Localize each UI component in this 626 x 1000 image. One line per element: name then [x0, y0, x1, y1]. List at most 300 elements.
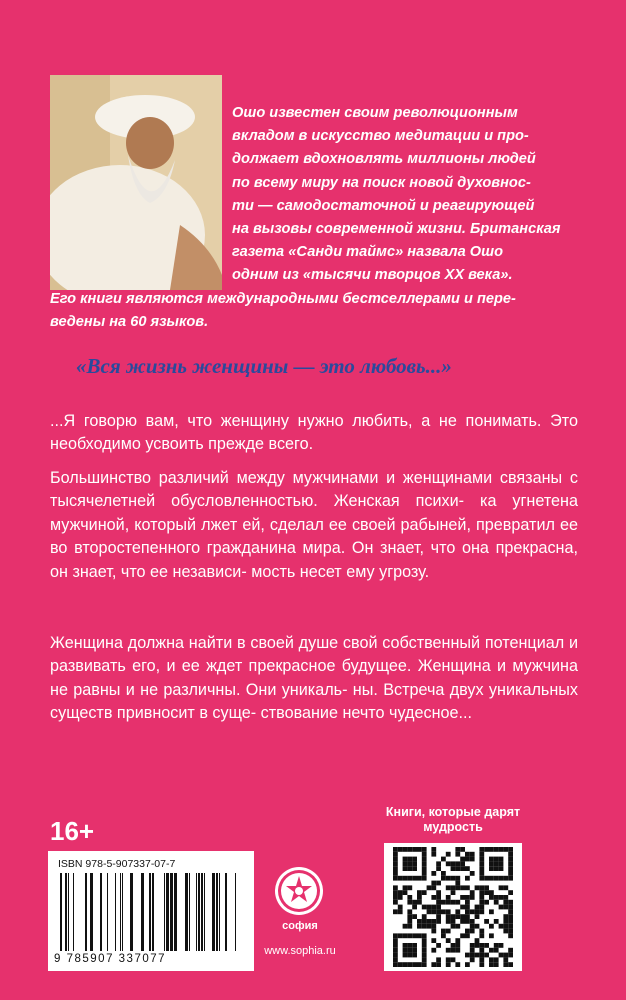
qr-module — [465, 909, 470, 914]
barcode-bar — [90, 873, 93, 951]
qr-module — [431, 938, 436, 943]
qr-module — [403, 948, 408, 953]
qr-module — [475, 924, 480, 929]
qr-module — [407, 895, 412, 900]
qr-module — [494, 895, 499, 900]
qr-module — [393, 857, 398, 862]
barcode-bar — [201, 873, 203, 951]
qr-module — [460, 857, 465, 862]
qr-module — [508, 933, 513, 938]
qr-module — [465, 929, 470, 934]
qr-module — [455, 847, 460, 852]
qr-module — [446, 962, 451, 967]
qr-module — [499, 866, 504, 871]
qr-module — [451, 900, 456, 905]
qr-module — [403, 885, 408, 890]
qr-module — [422, 852, 427, 857]
qr-module — [422, 861, 427, 866]
qr-module — [398, 909, 403, 914]
qr-module — [479, 876, 484, 881]
qr-module — [407, 900, 412, 905]
qr-module — [412, 876, 417, 881]
qr-module — [455, 948, 460, 953]
qr-module — [446, 885, 451, 890]
isbn-label: ISBN 978-5-907337-07-7 — [58, 858, 176, 870]
qr-module — [455, 866, 460, 871]
qr-module — [403, 866, 408, 871]
barcode-bar — [196, 873, 197, 951]
qr-module — [407, 914, 412, 919]
qr-module — [431, 948, 436, 953]
qr-module — [422, 871, 427, 876]
qr-module — [393, 953, 398, 958]
qr-module — [431, 871, 436, 876]
body-paragraph: Женщина должна найти в своей душе свой собственный потенциал и развивать его, и ее ждет прекрасное будущее. Женщина и мужчина не равны и не различны. Они уникаль- ны. Встреча двух уникальных существ привносит в суще- ствование нечто чудесное... — [50, 634, 578, 723]
qr-module — [460, 847, 465, 852]
qr-module — [484, 847, 489, 852]
qr-module — [460, 866, 465, 871]
qr-module — [499, 895, 504, 900]
qr-module — [470, 852, 475, 857]
qr-module — [489, 857, 494, 862]
qr-module — [465, 914, 470, 919]
bio-line: по всему миру на поиск новой духовнос- — [232, 174, 531, 191]
qr-module — [398, 905, 403, 910]
barcode-bar — [219, 873, 220, 951]
qr-module — [465, 919, 470, 924]
qr-module — [451, 861, 456, 866]
qr-module — [479, 929, 484, 934]
qr-module — [422, 857, 427, 862]
qr-module — [503, 900, 508, 905]
qr-module — [407, 885, 412, 890]
qr-module — [455, 876, 460, 881]
barcode-bar — [216, 873, 218, 951]
qr-module — [422, 953, 427, 958]
qr-module — [479, 933, 484, 938]
qr-module — [393, 938, 398, 943]
qr-module — [479, 852, 484, 857]
qr-module — [455, 914, 460, 919]
qr-module — [489, 847, 494, 852]
qr-module — [455, 885, 460, 890]
qr-module — [494, 861, 499, 866]
qr-module — [436, 909, 441, 914]
qr-module — [422, 948, 427, 953]
age-rating: 16+ — [50, 816, 95, 846]
qr-module — [436, 914, 441, 919]
qr-module — [403, 857, 408, 862]
qr-module — [484, 943, 489, 948]
qr-module — [393, 895, 398, 900]
qr-module — [508, 866, 513, 871]
qr-module — [479, 948, 484, 953]
qr-module — [403, 953, 408, 958]
qr-module — [393, 900, 398, 905]
qr-module — [489, 962, 494, 967]
qr-module — [484, 885, 489, 890]
qr-module — [403, 861, 408, 866]
qr-module — [465, 900, 470, 905]
bio-line: Его книги являются международными бестселлерами и пере- — [50, 290, 516, 307]
qr-module — [441, 871, 446, 876]
qr-module — [407, 876, 412, 881]
qr-module — [407, 919, 412, 924]
qr-module — [446, 929, 451, 934]
qr-module — [436, 861, 441, 866]
qr-module — [446, 948, 451, 953]
qr-module — [451, 948, 456, 953]
qr-module — [412, 933, 417, 938]
qr-module — [455, 852, 460, 857]
barcode-panel — [48, 851, 254, 971]
publisher-name: софия — [282, 920, 318, 932]
qr-module — [417, 962, 422, 967]
qr-module — [398, 895, 403, 900]
qr-module — [508, 890, 513, 895]
qr-module — [431, 919, 436, 924]
qr-module — [422, 938, 427, 943]
qr-module — [508, 909, 513, 914]
qr-module — [436, 881, 441, 886]
qr-module — [436, 890, 441, 895]
qr-module — [475, 905, 480, 910]
qr-module — [403, 962, 408, 967]
bio-line: на вызовы современной жизни. Британская — [232, 221, 561, 238]
qr-module — [508, 857, 513, 862]
qr-module — [508, 919, 513, 924]
qr-module — [489, 924, 494, 929]
qr-module — [446, 909, 451, 914]
qr-module — [412, 905, 417, 910]
qr-module — [451, 885, 456, 890]
qr-module — [479, 943, 484, 948]
body-paragraph: Большинство различий между мужчинами и женщинами связаны с тысячелетней обусловленностью. Женская психи- ка угнетена мужчиной, который лжет ей, сделал ее своей рабыней, превратил ее во второстепенного гражданина мира. Он знает, что она прекрасна, он знает, что ее независи- мость несет ему угрозу. — [50, 469, 578, 581]
qr-module — [470, 957, 475, 962]
qr-module — [470, 909, 475, 914]
qr-module — [393, 948, 398, 953]
qr-module — [475, 943, 480, 948]
qr-module — [451, 914, 456, 919]
qr-module — [499, 857, 504, 862]
qr-module — [508, 905, 513, 910]
qr-module — [479, 857, 484, 862]
qr-module — [460, 905, 465, 910]
qr-module — [470, 871, 475, 876]
qr-module — [446, 919, 451, 924]
barcode-bar — [68, 873, 69, 951]
qr-module — [441, 857, 446, 862]
barcode-bar — [189, 873, 190, 951]
author-bio — [50, 102, 578, 334]
qr-module — [407, 857, 412, 862]
qr-module — [436, 900, 441, 905]
barcode-bar — [164, 873, 165, 951]
bio-line: ведены на 60 языков. — [50, 313, 209, 330]
qr-module — [484, 900, 489, 905]
qr-module — [427, 905, 432, 910]
barcode-digits: 9 785907 337077 — [54, 953, 167, 965]
qr-module — [398, 876, 403, 881]
barcode-bar — [141, 873, 144, 951]
qr-module — [470, 919, 475, 924]
qr-module — [494, 957, 499, 962]
qr-module — [455, 924, 460, 929]
qr-module — [431, 909, 436, 914]
bio-line: ти — самодостаточной и реагирующей — [232, 197, 535, 214]
qr-module — [398, 933, 403, 938]
qr-module — [407, 953, 412, 958]
qr-module — [403, 943, 408, 948]
qr-module — [431, 852, 436, 857]
qr-module — [422, 914, 427, 919]
qr-module — [489, 957, 494, 962]
qr-module — [431, 905, 436, 910]
qr-module — [393, 876, 398, 881]
barcode-bar — [65, 873, 67, 951]
qr-module — [465, 962, 470, 967]
qr-module — [398, 890, 403, 895]
qr-module — [470, 857, 475, 862]
qr-module — [470, 924, 475, 929]
qr-module — [412, 914, 417, 919]
qr-module — [431, 895, 436, 900]
qr-module — [508, 847, 513, 852]
qr-module — [446, 900, 451, 905]
qr-module — [479, 957, 484, 962]
qr-module — [412, 861, 417, 866]
qr-module — [393, 933, 398, 938]
qr-module — [412, 962, 417, 967]
qr-module — [460, 919, 465, 924]
qr-module — [465, 895, 470, 900]
qr-module — [484, 876, 489, 881]
barcode-bar — [149, 873, 151, 951]
barcode-bar — [60, 873, 62, 951]
barcode-bar — [152, 873, 154, 951]
qr-module — [407, 866, 412, 871]
bio-line: газета «Санди таймс» назвала Ошо — [232, 244, 504, 261]
qr-module — [451, 957, 456, 962]
qr-module — [499, 905, 504, 910]
qr-module — [431, 962, 436, 967]
qr-module — [403, 924, 408, 929]
qr-module — [479, 962, 484, 967]
qr-module — [470, 890, 475, 895]
qr-module — [446, 938, 451, 943]
qr-module — [431, 881, 436, 886]
qr-module — [441, 900, 446, 905]
qr-module — [470, 943, 475, 948]
qr-module — [407, 962, 412, 967]
qr-module — [460, 895, 465, 900]
barcode-bar — [185, 873, 188, 951]
publisher-website[interactable]: www.sophia.ru — [264, 945, 336, 957]
qr-module — [494, 866, 499, 871]
qr-module — [422, 919, 427, 924]
qr-module — [479, 861, 484, 866]
barcode-bar — [130, 873, 133, 951]
qr-module — [499, 943, 504, 948]
qr-module — [503, 914, 508, 919]
qr-module — [441, 876, 446, 881]
qr-module — [508, 871, 513, 876]
qr-module — [499, 861, 504, 866]
bio-line: Ошо известен своим революционным — [232, 105, 518, 121]
qr-module — [412, 953, 417, 958]
qr-panel — [384, 843, 522, 971]
qr-module — [479, 885, 484, 890]
qr-module — [489, 933, 494, 938]
qr-module — [494, 943, 499, 948]
qr-module — [508, 861, 513, 866]
qr-module — [494, 948, 499, 953]
barcode-bar — [166, 873, 169, 951]
qr-code-icon[interactable] — [393, 847, 513, 967]
qr-module — [393, 962, 398, 967]
qr-module — [446, 895, 451, 900]
qr-module — [427, 909, 432, 914]
qr-module — [503, 953, 508, 958]
qr-module — [470, 895, 475, 900]
qr-module — [470, 953, 475, 958]
qr-module — [422, 943, 427, 948]
qr-module — [427, 885, 432, 890]
qr-module — [412, 900, 417, 905]
qr-module — [499, 847, 504, 852]
qr-module — [479, 866, 484, 871]
qr-module — [499, 876, 504, 881]
qr-module — [431, 847, 436, 852]
qr-module — [407, 909, 412, 914]
barcode-bar — [73, 873, 74, 951]
qr-module — [479, 871, 484, 876]
qr-module — [393, 885, 398, 890]
qr-module — [451, 943, 456, 948]
qr-module — [479, 847, 484, 852]
qr-module — [417, 895, 422, 900]
qr-module — [393, 943, 398, 948]
qr-module — [393, 909, 398, 914]
bio-line: вкладом в искусство медитации и про- — [232, 128, 529, 145]
qr-module — [503, 905, 508, 910]
barcode-bar — [115, 873, 116, 951]
qr-module — [494, 962, 499, 967]
qr-module — [393, 847, 398, 852]
qr-module — [422, 933, 427, 938]
qr-module — [441, 929, 446, 934]
qr-module — [494, 900, 499, 905]
qr-module — [503, 929, 508, 934]
qr-module — [460, 914, 465, 919]
barcode-bar — [204, 873, 205, 951]
qr-module — [398, 847, 403, 852]
qr-module — [417, 900, 422, 905]
qr-module — [503, 957, 508, 962]
bio-line: одним из «тысячи творцов XX века». — [232, 267, 513, 284]
qr-module — [503, 962, 508, 967]
qr-module — [403, 876, 408, 881]
qr-module — [470, 948, 475, 953]
qr-module — [436, 957, 441, 962]
qr-module — [431, 929, 436, 934]
qr-module — [489, 909, 494, 914]
qr-module — [417, 924, 422, 929]
qr-module — [475, 909, 480, 914]
qr-module — [489, 876, 494, 881]
sophia-publisher-logo-icon — [274, 866, 324, 916]
qr-module — [436, 962, 441, 967]
qr-module — [465, 852, 470, 857]
qr-module — [451, 866, 456, 871]
qr-module — [393, 871, 398, 876]
qr-module — [499, 953, 504, 958]
qr-module — [412, 943, 417, 948]
qr-module — [508, 924, 513, 929]
qr-module — [465, 876, 470, 881]
qr-module — [446, 876, 451, 881]
qr-module — [417, 919, 422, 924]
qr-module — [479, 890, 484, 895]
qr-module — [465, 905, 470, 910]
qr-module — [503, 876, 508, 881]
barcode-bar — [120, 873, 121, 951]
qr-module — [451, 924, 456, 929]
qr-module — [503, 895, 508, 900]
barcode-bar — [235, 873, 236, 951]
qr-module — [479, 909, 484, 914]
qr-module — [422, 847, 427, 852]
qr-module — [412, 948, 417, 953]
qr-module — [451, 919, 456, 924]
qr-module — [417, 847, 422, 852]
qr-module — [484, 953, 489, 958]
qr-module — [436, 895, 441, 900]
barcode-bar — [225, 873, 227, 951]
barcode-icon — [56, 873, 246, 951]
qr-module — [422, 890, 427, 895]
qr-module — [393, 890, 398, 895]
qr-module — [475, 938, 480, 943]
qr-module — [436, 943, 441, 948]
qr-module — [489, 948, 494, 953]
qr-module — [508, 852, 513, 857]
qr-module — [503, 885, 508, 890]
qr-module — [422, 962, 427, 967]
qr-module — [475, 914, 480, 919]
qr-module — [446, 957, 451, 962]
qr-module — [455, 909, 460, 914]
qr-module — [455, 900, 460, 905]
qr-module — [465, 933, 470, 938]
qr-module — [393, 852, 398, 857]
qr-module — [403, 933, 408, 938]
qr-module — [407, 948, 412, 953]
barcode-bar — [122, 873, 123, 951]
qr-module — [455, 881, 460, 886]
qr-module — [494, 857, 499, 862]
qr-module — [465, 953, 470, 958]
qr-module — [489, 866, 494, 871]
qr-module — [407, 924, 412, 929]
qr-module — [489, 861, 494, 866]
qr-module — [494, 919, 499, 924]
qr-module — [479, 953, 484, 958]
qr-module — [446, 914, 451, 919]
book-quote: «Вся жизнь женщины — это любовь...» — [76, 354, 452, 378]
qr-module — [407, 933, 412, 938]
qr-module — [427, 919, 432, 924]
